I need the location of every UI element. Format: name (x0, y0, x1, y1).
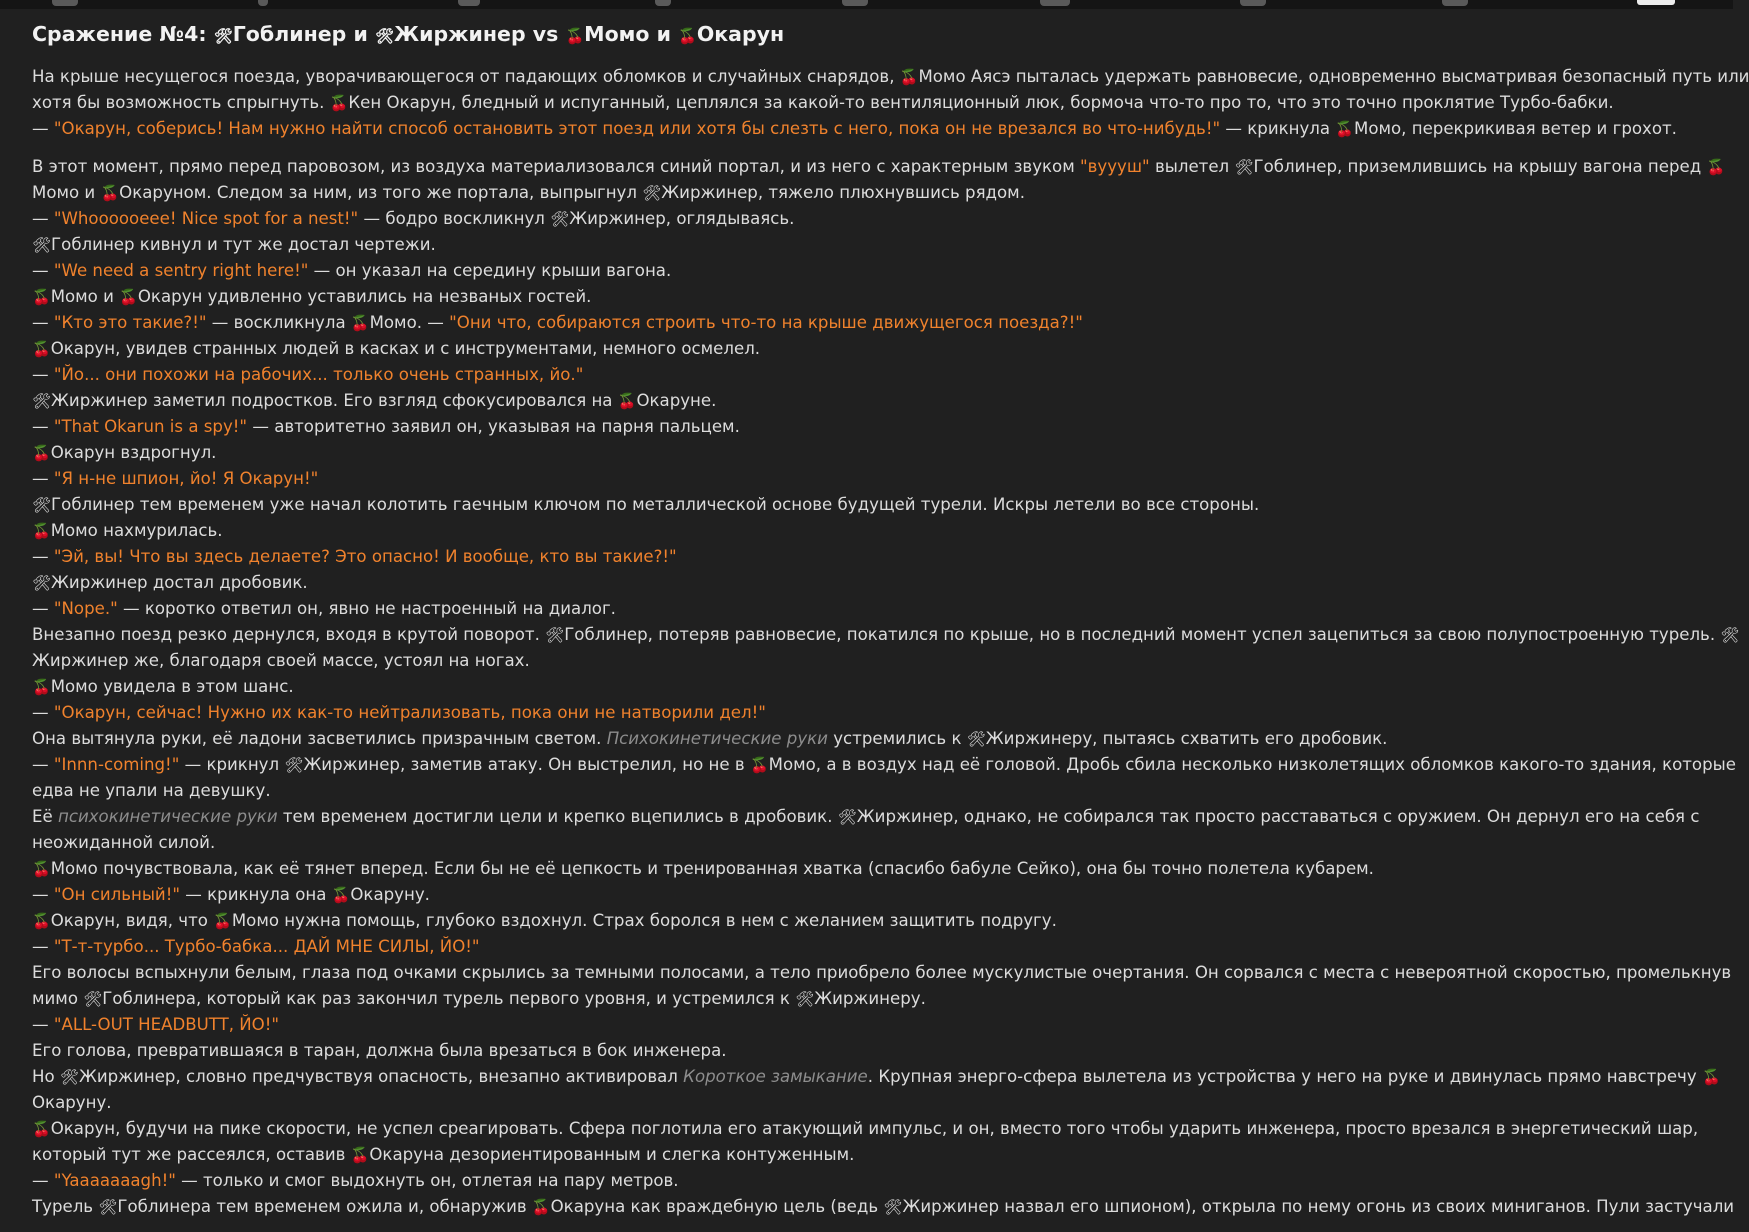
narration-text: Момо Аясэ пыталась удержать равновесие, одновременно высматривая безопасный путь или (918, 67, 1749, 86)
story-line (32, 232, 1712, 258)
narration-text: На крыше несущегося поезда, уворачивающегося от падающих обломков и случайных снарядов, (32, 67, 900, 86)
cherry-icon: 🍒 (329, 94, 349, 112)
story-line (32, 388, 1712, 414)
narration-text: — только и смог выдохнуть он, отлетая на пару метров. (175, 1171, 679, 1190)
narration-text: — бодро воскликнул (358, 209, 551, 228)
cherry-icon: 🍒 (32, 340, 51, 358)
quote-text: "Йо... они похожи на рабочих... только очень странных, йо." (53, 365, 584, 384)
narration-text: Окарун, будучи на пике скорости, не успел среагировать. Сфера поглотила его атакующий импульс, и он, вместо того чтобы ударить инженера, просто врезался в энергетический шар, (50, 1119, 1699, 1138)
narration-text: Жиржинер, словно предчувствуя опасность, внезапно активировал (78, 1067, 684, 1086)
ability-name: психокинетические руки (57, 807, 278, 826)
story-line (32, 622, 1740, 648)
narration-text: Жиржинер, оглядываясь. (569, 209, 795, 228)
cherry-icon: 🍒 (749, 756, 769, 774)
tools-icon: 🛠 (32, 574, 52, 592)
story-line (32, 960, 1732, 986)
tools-icon: 🛠 (374, 27, 394, 45)
narration-text: Окарун удивленно уставились на незваных гостей. (137, 287, 592, 306)
top-navigation-bar (0, 0, 1733, 9)
tools-icon: 🛠 (1720, 626, 1740, 644)
tools-icon: 🛠 (59, 1068, 79, 1086)
narration-text: — (32, 755, 54, 774)
story-line (32, 752, 1736, 778)
narration-text: Момо нужна помощь, глубоко вздохнул. Страх боролся в нем с желанием защитить подругу. (231, 911, 1057, 930)
tools-icon: 🛠 (837, 808, 857, 826)
narration-text: вылетел (1149, 157, 1235, 176)
narration-text: мимо (32, 989, 84, 1008)
story-line (32, 856, 1712, 882)
narration-text: Его волосы вспыхнули белым, глаза под очками скрылись за темными полосами, а тело приобрело более мускулистые очертания. Он сорвался с места с невероятной скоростью, промелькнув (32, 963, 1732, 982)
story-line (32, 908, 1712, 934)
ability-name: Короткое замыкание (683, 1067, 868, 1086)
narration-text: Момо и (32, 183, 101, 202)
story-line (32, 778, 1712, 804)
narration-text: Момо, перекрикивая ветер и грохот. (1354, 119, 1677, 138)
narration-text: Её (32, 807, 58, 826)
narration-text: Момо. — (369, 313, 450, 332)
story-line (32, 544, 1712, 570)
story-line (32, 284, 1712, 310)
narration-text: — крикнула она (180, 885, 332, 904)
narration-text: — (32, 261, 54, 280)
profile-tab-icon[interactable] (1637, 0, 1675, 5)
cherry-icon: 🍒 (32, 522, 51, 540)
story-line (32, 1090, 1712, 1116)
cherry-icon: 🍒 (899, 68, 919, 86)
story-line (32, 882, 1712, 908)
narration-text: — (32, 469, 54, 488)
narration-text: — (32, 417, 54, 436)
cherry-icon: 🍒 (32, 444, 51, 462)
quote-text: "Т-т-турбо... Турбо-бабка... ДАЙ МНЕ СИЛЫ, ЙО!" (53, 937, 480, 956)
narration-text: — (32, 599, 54, 618)
story-line (32, 362, 1712, 388)
gift-icon[interactable] (1240, 0, 1266, 6)
narration-text: Гоблинер, приземлившись на крышу вагона перед (1253, 157, 1707, 176)
story-line (32, 180, 1712, 206)
narration-text: Но (32, 1067, 60, 1086)
narration-text: едва не упали на девушку. (32, 781, 271, 800)
tools-icon: 🛠 (795, 990, 815, 1008)
narration-text: Окарун вздрогнул. (50, 443, 217, 462)
tools-icon: 🛠 (98, 1198, 118, 1216)
narration-text: Жиржинер же, благодаря своей массе, устоял на ногах. (32, 651, 530, 670)
tools-icon: 🛠 (83, 990, 103, 1008)
tools-icon: 🛠 (966, 730, 986, 748)
narration-text: Момо почувствовала, как её тянет вперед. Если бы не её цепкость и тренированная хватка (спасибо бабуле Сейко), она бы точно полетела кубарем. (50, 859, 1374, 878)
narration-text: Турель (32, 1197, 99, 1216)
story-line (32, 830, 1712, 856)
narration-text: Его голова, превратившаяся в таран, должна была врезаться в бок инженера. (32, 1041, 727, 1060)
quote-text: "ALL-OUT HEADBUTT, ЙО!" (53, 1015, 280, 1034)
ability-name: Психокинетические руки (606, 729, 828, 748)
narration-text: Окаруна как враждебную цель (ведь (550, 1197, 884, 1216)
cherry-icon: 🍒 (32, 912, 51, 930)
story-line (32, 440, 1712, 466)
quote-text: "Эй, вы! Что вы здесь делаете? Это опасно! И вообще, кто вы такие?!" (53, 547, 677, 566)
narration-text: Момо увидела в этом шанс. (50, 677, 294, 696)
add-note-icon[interactable] (842, 0, 868, 6)
story-line (32, 206, 1712, 232)
narration-text: — крикнул (179, 755, 285, 774)
story-line (32, 1142, 1712, 1168)
story-line (32, 1194, 1735, 1220)
quote-text: "Whoooooeee! Nice spot for a nest!" (53, 209, 359, 228)
quote-text: "That Okarun is a spy!" (53, 417, 248, 436)
narration-text: — крикнула (1220, 119, 1336, 138)
quote-text: "Кто это такие?!" (53, 313, 207, 332)
narration-text: Момо нахмурилась. (50, 521, 223, 540)
quote-text: "Yaaaaaaagh!" (53, 1171, 176, 1190)
document-icon[interactable] (655, 0, 671, 6)
story-line (32, 674, 1712, 700)
narration-text: Гоблинер, потеряв равновесие, покатился по крыше, но в последний момент успел зацепиться за свою полупостроенную турель. (564, 625, 1721, 644)
narration-text: . Крупная энерго-сфера вылетела из устройства у него на руке и двинулась прямо навстречу (867, 1067, 1702, 1086)
narration-text: устремились к (827, 729, 967, 748)
story-line (32, 804, 1712, 830)
narration-text: неожиданной силой. (32, 833, 216, 852)
quote-text: "Они что, собираются строить что-то на крыше движущегося поезда?!" (449, 313, 1083, 332)
cherry-icon: 🍒 (1706, 158, 1726, 176)
story-line (32, 154, 1726, 180)
narration-text: Момо, а в воздух над её головой. Дробь сбила несколько низколетящих обломков какого-то здания, которые (768, 755, 1736, 774)
story-line (32, 310, 1712, 336)
narration-text: Окаруну. (350, 885, 430, 904)
story-line (32, 414, 1712, 440)
narration-text: — (32, 1171, 54, 1190)
story-line (32, 700, 1712, 726)
narration-text: Жиржинер, тяжело плюхнувшись рядом. (661, 183, 1025, 202)
cherry-icon: 🍒 (350, 1146, 370, 1164)
narration-text: Окаруном. Следом за ним, из того же портала, выпрыгнул (119, 183, 643, 202)
tools-icon: 🛠 (883, 1198, 903, 1216)
tools-icon: 🛠 (32, 496, 52, 514)
grid-icon[interactable] (458, 0, 480, 6)
quote-text: "Nope." (53, 599, 118, 618)
narration-text: Окаруне. (636, 391, 717, 410)
story-line (32, 90, 1712, 116)
narration-text: Жиржинер, заметив атаку. Он выстрелил, но не в (303, 755, 750, 774)
narration-text: тем временем достигли цели и крепко вцепились в дробовик. (277, 807, 838, 826)
narration-text: — коротко ответил он, явно не настроенный на диалог. (117, 599, 616, 618)
edit-icon[interactable] (258, 0, 268, 6)
narration-text: — (32, 885, 54, 904)
narration-text: Гоблинера тем временем ожила и, обнаружив (117, 1197, 532, 1216)
story-line (32, 518, 1712, 544)
cherry-icon: 🍒 (32, 678, 51, 696)
story-line (32, 336, 1712, 362)
narration-text: Жиржинер достал дробовик. (51, 573, 308, 592)
narration-text: Окарун, увидев странных людей в касках и с инструментами, немного осмелел. (50, 339, 761, 358)
story-line (32, 1012, 1712, 1038)
cherry-icon: 🍒 (531, 1198, 551, 1216)
tools-icon: 🛠 (213, 27, 233, 45)
cherry-icon: 🍒 (32, 1120, 51, 1138)
story-content (32, 20, 1749, 1232)
cherry-icon: 🍒 (119, 288, 138, 306)
narration-text: Окаруну. (32, 1093, 112, 1112)
quote-text: "Окарун, сейчас! Нужно их как-то нейтрализовать, пока они не натворили дел!" (53, 703, 766, 722)
story-line (32, 1064, 1721, 1090)
narration-text: Окаруна дезориентированным и слегка контуженным. (369, 1145, 855, 1164)
story-line (32, 1116, 1712, 1142)
tools-icon: 🛠 (545, 626, 565, 644)
cherry-icon: 🍒 (617, 392, 637, 410)
story-line (32, 466, 1712, 492)
story-line (32, 570, 1712, 596)
story-line (32, 986, 1712, 1012)
narration-text: — воскликнула (206, 313, 351, 332)
story-line (32, 596, 1712, 622)
battle-title: Сражение №4: 🛠Гоблинер и 🛠Жиржинер vs 🍒Момо и 🍒Окарун (32, 22, 785, 46)
story-line (32, 1168, 1712, 1194)
narration-text: — (32, 365, 54, 384)
narration-text: Гоблинера, который как раз закончил турель первого уровня, и устремился к (102, 989, 796, 1008)
narration-text: — авторитетно заявил он, указывая на парня пальцем. (247, 417, 740, 436)
narration-text: Внезапно поезд резко дернулся, входя в крутой поворот. (32, 625, 546, 644)
story-line (32, 934, 1712, 960)
narration-text: — он указал на середину крыши вагона. (308, 261, 672, 280)
tools-icon: 🛠 (550, 210, 570, 228)
narration-text: Жиржинер, однако, не собирался так просто расставаться с оружием. Он дернул его на себя с (856, 807, 1700, 826)
narration-text: — (32, 1015, 54, 1034)
story-line (32, 492, 1712, 518)
cherry-icon: 🍒 (1335, 120, 1355, 138)
story-line (32, 64, 1749, 90)
narration-text: — (32, 209, 54, 228)
narration-text: Кен Окарун, бледный и испуганный, цеплялся за какой-то вентиляционный люк, бормоча что-то про то, что это точно проклятие Турбо-бабки. (348, 93, 1614, 112)
narration-text: Жиржинер заметил подростков. Его взгляд сфокусировался на (51, 391, 618, 410)
narration-text: — (32, 703, 54, 722)
cherry-icon: 🍒 (350, 314, 370, 332)
story-line (32, 116, 1712, 142)
narration-text: — (32, 313, 54, 332)
story-text (32, 64, 1749, 1220)
book-icon[interactable] (1040, 0, 1070, 6)
narration-text: — (32, 547, 54, 566)
narration-text: В этот момент, прямо перед паровозом, из воздуха материализовался синий портал, и из него с характерным звуком (32, 157, 1080, 176)
home-icon[interactable] (52, 0, 78, 6)
narration-text: Жиржинер назвал его шпионом), открыла по нему огонь из своих миниганов. Пули застучали (902, 1197, 1735, 1216)
narration-text: — (32, 119, 54, 138)
narration-text: хотя бы возможность спрыгнуть. (32, 93, 330, 112)
narration-text: — (32, 937, 54, 956)
story-line (32, 1038, 1712, 1064)
quote-text: "We need a sentry right here!" (53, 261, 309, 280)
narration-text: Гоблинер тем временем уже начал колотить гаечным ключом по металлической основе будущей турели. Искры летели во все стороны. (51, 495, 1260, 514)
quote-text: "вуууш" (1080, 157, 1150, 176)
quote-text: "Я н-не шпион, йо! Я Окарун!" (53, 469, 319, 488)
narration-text: Момо и (50, 287, 120, 306)
quote-text: "Окарун, соберись! Нам нужно найти способ остановить этот поезд или хотя бы слезть с него, пока он не врезался во что-нибудь!" (53, 119, 1221, 138)
tools-icon: 🛠 (284, 756, 304, 774)
cherry-icon: 🍒 (1701, 1068, 1721, 1086)
narration-text: Жиржинеру, пытаясь схватить его дробовик. (985, 729, 1388, 748)
tools-icon: 🛠 (32, 392, 52, 410)
narration-text: Окарун, видя, что (50, 911, 214, 930)
story-line (32, 726, 1712, 752)
story-line (32, 648, 1712, 674)
narration-text: Она вытянула руки, её ладони засветились призрачным светом. (32, 729, 607, 748)
cherry-icon: 🍒 (32, 860, 51, 878)
tools-icon: 🛠 (642, 184, 662, 202)
cherry-icon: 🍒 (565, 27, 585, 45)
narration-text: который тут же рассеялся, оставив (32, 1145, 351, 1164)
cherry-icon: 🍒 (100, 184, 120, 202)
story-line (32, 258, 1712, 284)
quote-text: "Innn-coming!" (53, 755, 180, 774)
story-paragraph (32, 154, 1740, 1220)
cherry-icon: 🍒 (331, 886, 351, 904)
tools-icon: 🛠 (32, 236, 52, 254)
narration-text: Гоблинер кивнул и тут же достал чертежи. (51, 235, 436, 254)
cherry-icon: 🍒 (32, 288, 51, 306)
cherry-icon: 🍒 (213, 912, 232, 930)
user-icon[interactable] (1442, 0, 1468, 6)
narration-text: Жиржинеру. (814, 989, 926, 1008)
story-paragraph (32, 64, 1749, 142)
cherry-icon: 🍒 (678, 27, 697, 45)
quote-text: "Он сильный!" (53, 885, 181, 904)
tools-icon: 🛠 (1234, 158, 1254, 176)
